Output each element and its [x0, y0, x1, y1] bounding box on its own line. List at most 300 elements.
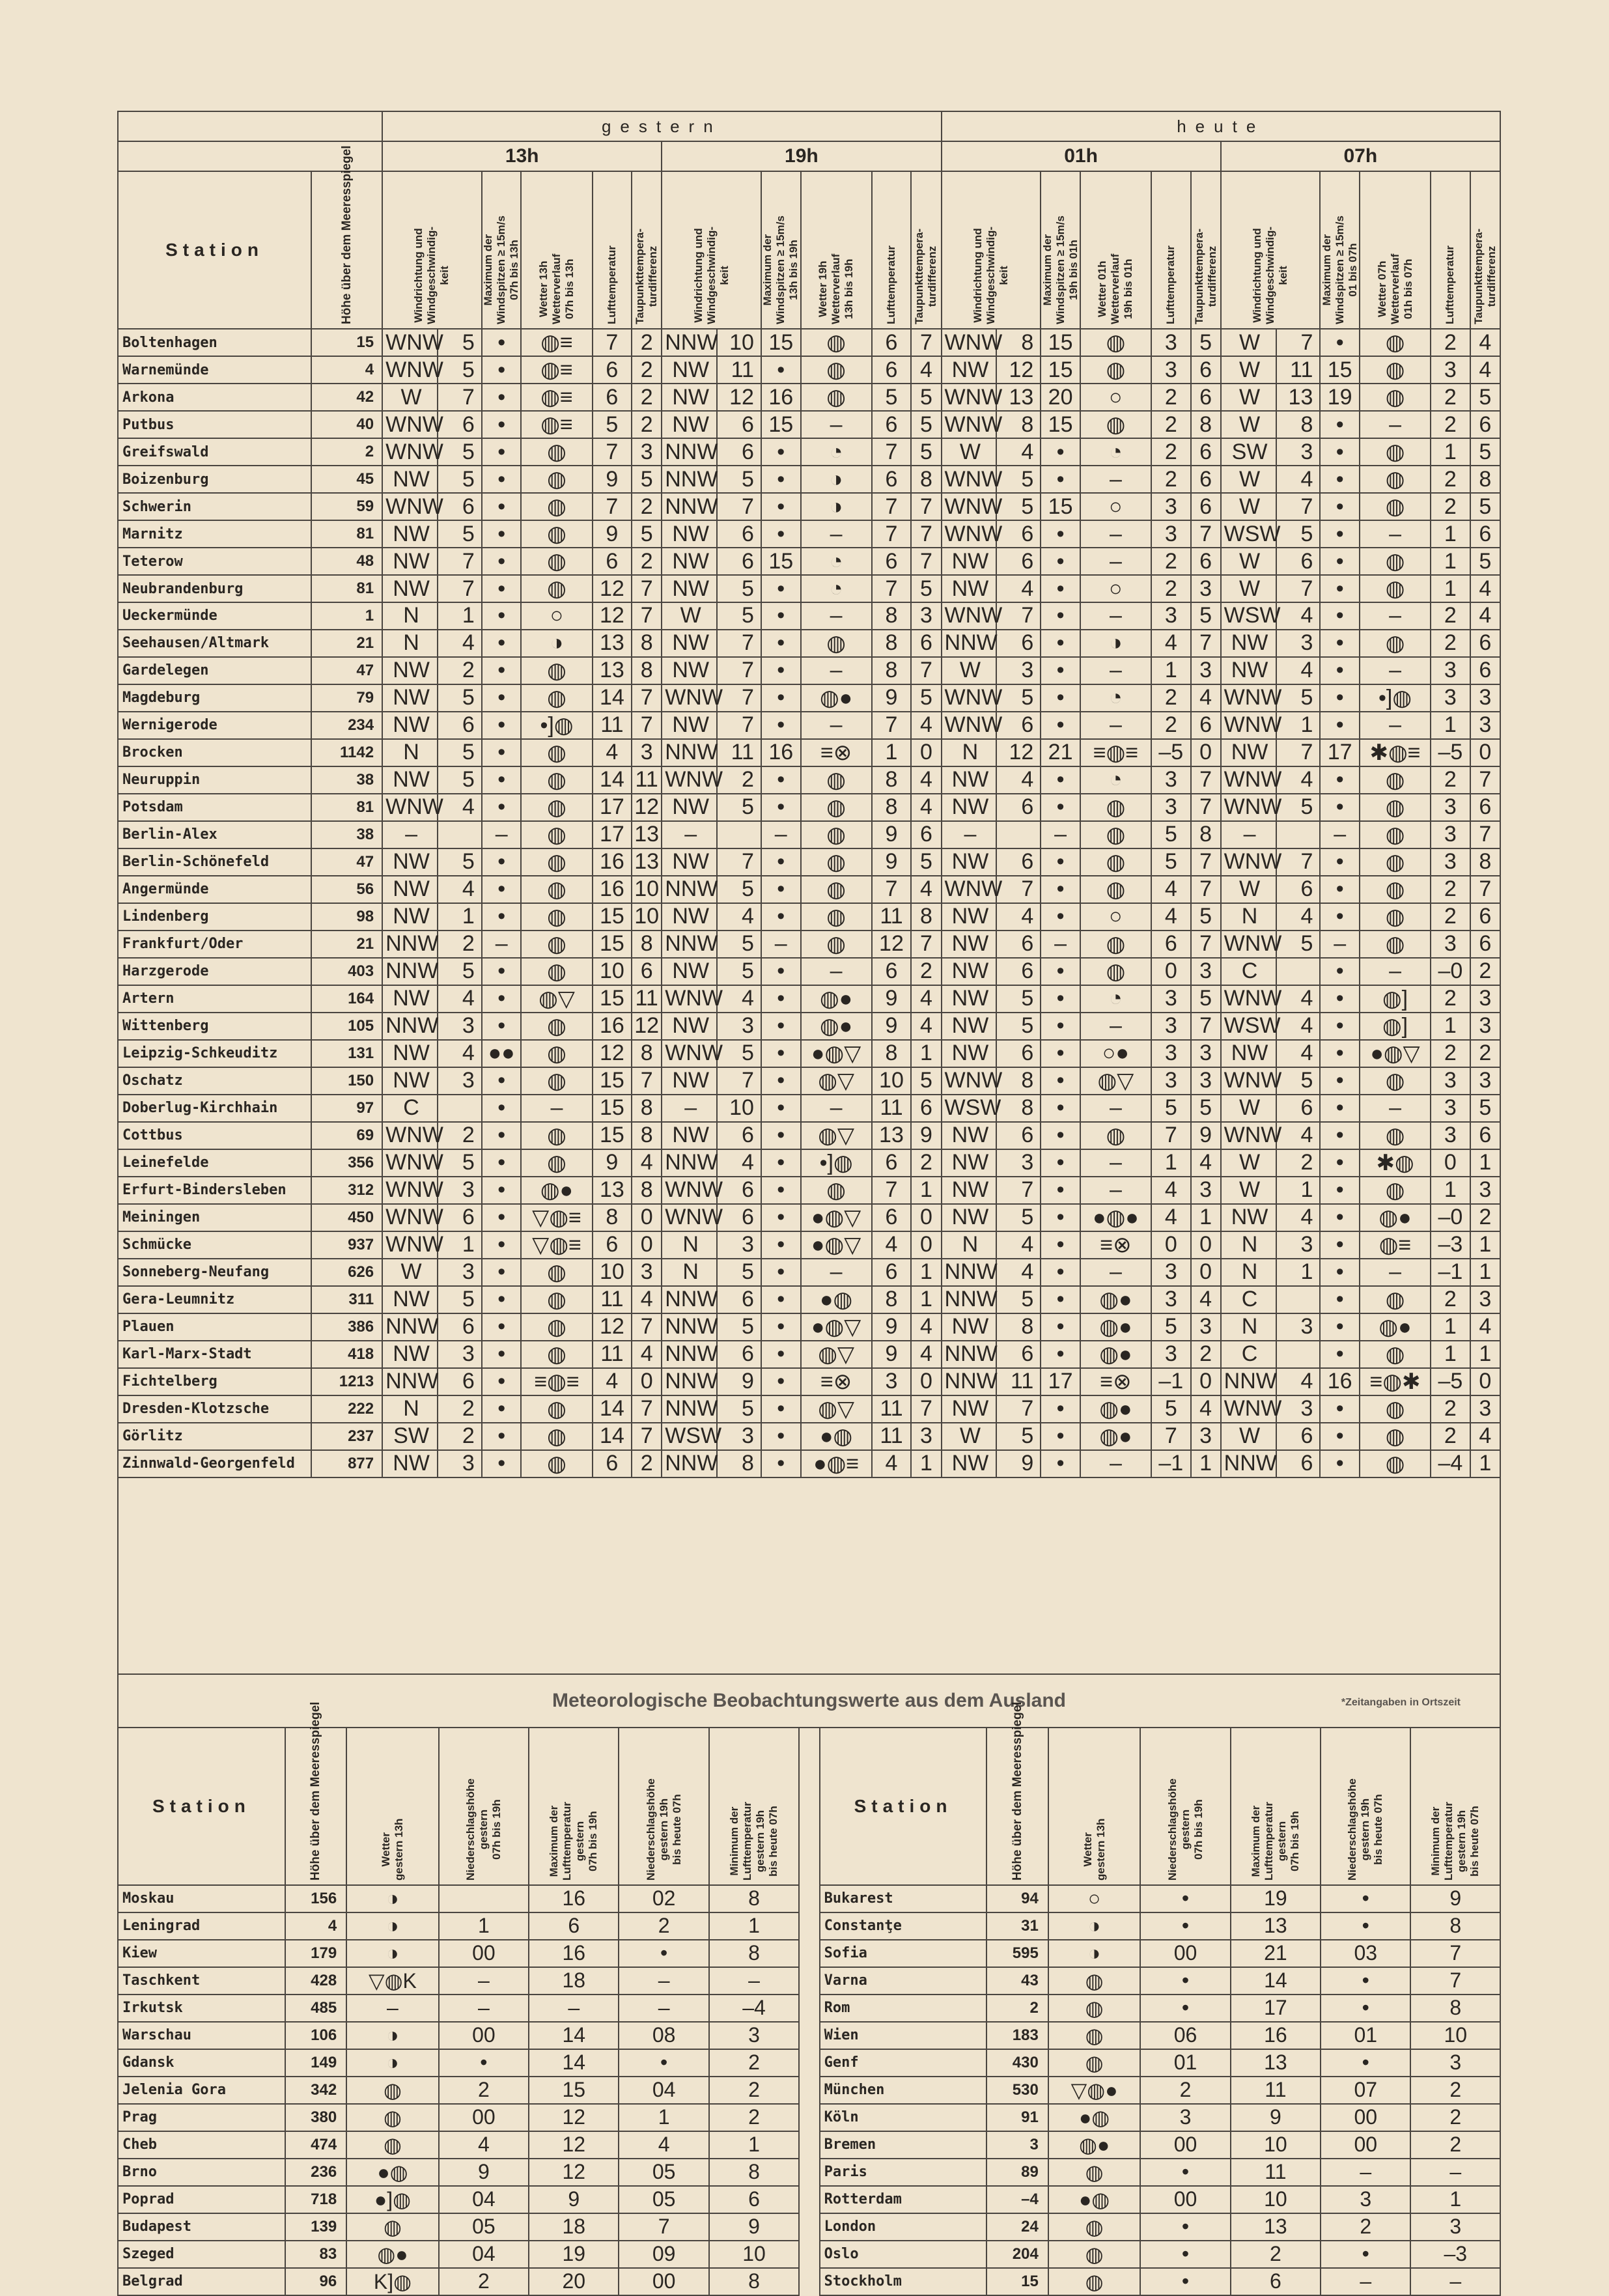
dewpoint-difference: 3 — [911, 602, 941, 630]
dewpoint-difference: 7 — [632, 1423, 662, 1450]
precip-day: 3 — [1140, 2104, 1230, 2131]
precip-day: • — [1140, 1995, 1230, 2022]
dewpoint-difference: 5 — [911, 438, 941, 466]
air-temperature: 9 — [593, 1149, 632, 1177]
dewpoint-difference: 5 — [911, 575, 941, 602]
dewpoint-difference: 3 — [1470, 1067, 1500, 1095]
dewpoint-difference: 4 — [911, 794, 941, 821]
wind-speed: 3 — [438, 1067, 482, 1095]
air-temperature: 16 — [593, 1013, 632, 1040]
column-gap — [799, 1912, 819, 1940]
air-temperature: –0 — [1431, 1204, 1470, 1231]
wind-speed: 7 — [1276, 848, 1321, 876]
station-header: Station — [118, 171, 311, 329]
dewpoint-difference: 3 — [1191, 1423, 1221, 1450]
max-gust: 15 — [1320, 356, 1360, 384]
station-name: Gardelegen — [118, 657, 311, 684]
wind-speed: 8 — [996, 411, 1041, 438]
precip-night: 07 — [1321, 2077, 1410, 2104]
weather-header-19-label: Wetter 19h Wetterverlauf 13h bis 19h — [817, 253, 856, 324]
foreign-min-temp-header-label: Minimum der Lufttemperatur gestern 19h bis heute 07h — [728, 1801, 780, 1881]
foreign-station-name: Sofia — [820, 1940, 987, 1967]
wind-direction: C — [1221, 1341, 1276, 1368]
max-gust: • — [482, 384, 522, 411]
station-row — [118, 1423, 1500, 1450]
max-gust: • — [482, 1095, 522, 1122]
air-temperature: 2 — [1151, 466, 1191, 493]
foreign-station-name: Stockholm — [820, 2268, 987, 2295]
wind-speed: 4 — [996, 766, 1041, 794]
min-temperature: 2 — [1410, 2104, 1500, 2131]
wind-speed — [1276, 1341, 1321, 1368]
column-gap — [799, 1995, 819, 2022]
gust-header-13-label: Maximum der Windspitzen ≥ 15m/s 07h bis 13h — [482, 216, 521, 324]
wind-speed: 5 — [717, 876, 761, 903]
dewpoint-difference: 3 — [1191, 1313, 1221, 1341]
foreign-altitude: 31 — [986, 1912, 1048, 1940]
dewpoint-difference: 7 — [1470, 766, 1500, 794]
weather-symbol: ≡⊗ — [1080, 1368, 1151, 1395]
max-gust: 16 — [761, 739, 801, 766]
dewpoint-difference: 4 — [1191, 1286, 1221, 1313]
station-row — [118, 985, 1500, 1013]
max-gust: • — [1320, 1231, 1360, 1259]
weather-symbol: ◍ — [1360, 821, 1431, 848]
foreign-weather-header — [1048, 1728, 1141, 1885]
air-temperature: –0 — [1431, 958, 1470, 985]
air-temperature: 9 — [872, 848, 912, 876]
foreign-max-temp-header — [529, 1728, 619, 1885]
max-gust: • — [1041, 575, 1080, 602]
air-temperature: 6 — [593, 1231, 632, 1259]
station-name: Leinefelde — [118, 1149, 311, 1177]
dewpoint-difference: 5 — [1191, 1095, 1221, 1122]
station-altitude: 69 — [311, 1122, 382, 1149]
weather-header-07 — [1360, 171, 1431, 329]
dewpoint-difference: 7 — [1191, 1013, 1221, 1040]
foreign-altitude: 236 — [285, 2159, 346, 2186]
wind-speed: 7 — [1276, 493, 1321, 520]
max-temperature: 17 — [1231, 1995, 1321, 2022]
dewpoint-difference: 7 — [632, 602, 662, 630]
air-temperature: 5 — [593, 411, 632, 438]
max-gust: • — [761, 438, 801, 466]
max-gust: • — [1320, 1149, 1360, 1177]
dewpoint-difference: 6 — [1191, 384, 1221, 411]
max-gust: • — [761, 1067, 801, 1095]
wind-direction: WNW — [382, 356, 438, 384]
station-altitude: 47 — [311, 657, 382, 684]
wind-direction: NNW — [662, 1368, 717, 1395]
max-gust: – — [1041, 931, 1080, 958]
wind-speed: 6 — [438, 1313, 482, 1341]
station-name: Doberlug-Kirchhain — [118, 1095, 311, 1122]
air-temperature: 1 — [1431, 520, 1470, 548]
air-temperature: 6 — [593, 384, 632, 411]
max-gust: • — [482, 1204, 522, 1231]
foreign-weather-header-label: Wetter gestern 13h — [1081, 1818, 1107, 1881]
wind-direction: W — [1221, 575, 1276, 602]
foreign-weather: ◍ — [346, 2213, 439, 2241]
weather-symbol: ◍ — [521, 1122, 592, 1149]
wind-direction: NNW — [942, 1341, 997, 1368]
max-gust: • — [482, 1423, 522, 1450]
weather-symbol: ◍ — [521, 848, 592, 876]
max-gust: • — [1320, 1395, 1360, 1423]
wind-speed: 4 — [438, 1040, 482, 1067]
weather-symbol: ◍ — [521, 739, 592, 766]
station-name: Seehausen/Altmark — [118, 630, 311, 657]
max-gust: – — [1320, 821, 1360, 848]
air-temperature: 13 — [593, 1177, 632, 1204]
dewpoint-difference: 0 — [911, 1204, 941, 1231]
air-temperature: 8 — [872, 766, 912, 794]
wind-direction: NW — [662, 848, 717, 876]
foreign-min-temp-header-label: Minimum der Lufttemperatur gestern 19h bis heute 07h — [1429, 1801, 1481, 1881]
air-temperature: 17 — [593, 821, 632, 848]
station-altitude: 38 — [311, 821, 382, 848]
station-altitude: 626 — [311, 1259, 382, 1286]
weather-symbol: ◍ — [801, 848, 872, 876]
weather-symbol: ◔ — [801, 575, 872, 602]
wind-speed: 6 — [996, 630, 1041, 657]
wind-direction: NNW — [662, 1341, 717, 1368]
station-name: Schmücke — [118, 1231, 311, 1259]
dewpoint-difference: 3 — [1470, 985, 1500, 1013]
weather-symbol: ◍ — [1360, 848, 1431, 876]
dewpoint-difference: 3 — [1470, 684, 1500, 712]
max-gust: • — [761, 1013, 801, 1040]
max-temperature: 13 — [1231, 2213, 1321, 2241]
station-altitude: 356 — [311, 1149, 382, 1177]
min-temperature: 9 — [1410, 1885, 1500, 1912]
dewpoint-difference: 7 — [1191, 766, 1221, 794]
precip-night: 03 — [1321, 1940, 1410, 1967]
dewpoint-difference: 1 — [1470, 1450, 1500, 1477]
precip-night: • — [1321, 1912, 1410, 1940]
max-temperature: 18 — [529, 2213, 619, 2241]
wind-speed: 5 — [717, 931, 761, 958]
air-temperature: –5 — [1151, 739, 1191, 766]
timezone-note: *Zeitangaben in Ortszeit — [1341, 1696, 1461, 1708]
wind-speed — [438, 1095, 482, 1122]
weather-header-01 — [1080, 171, 1151, 329]
station-name: Brocken — [118, 739, 311, 766]
wind-direction: WNW — [1221, 848, 1276, 876]
weather-symbol: •]◍ — [1360, 684, 1431, 712]
station-row — [118, 1067, 1500, 1095]
wind-speed: 5 — [996, 684, 1041, 712]
wind-speed: 3 — [438, 1259, 482, 1286]
air-temperature: 2 — [1431, 329, 1470, 356]
wind-direction: WNW — [382, 1122, 438, 1149]
air-temperature: 0 — [1151, 1231, 1191, 1259]
wind-speed: 6 — [996, 712, 1041, 739]
air-temperature: 5 — [1151, 1395, 1191, 1423]
dewpoint-difference: 5 — [1191, 329, 1221, 356]
station-row — [118, 684, 1500, 712]
wind-speed: 11 — [1276, 356, 1321, 384]
wind-direction: NW — [942, 903, 997, 931]
foreign-station-name: Gdansk — [118, 2049, 285, 2077]
wind-speed: 13 — [1276, 384, 1321, 411]
wind-speed: 11 — [996, 1368, 1041, 1395]
wind-speed: 5 — [717, 602, 761, 630]
max-gust: 15 — [761, 548, 801, 575]
min-temperature: 10 — [1410, 2022, 1500, 2049]
station-name: Magdeburg — [118, 684, 311, 712]
wind-direction: NW — [942, 1177, 997, 1204]
column-gap — [799, 1728, 819, 1885]
air-temperature: 14 — [593, 1395, 632, 1423]
precip-day: 1 — [439, 1912, 529, 1940]
wind-speed: 3 — [1276, 1395, 1321, 1423]
weather-symbol: ◍ — [521, 493, 592, 520]
foreign-title-text: Meteorologische Beobachtungswerte aus dem Ausland — [552, 1689, 1067, 1711]
max-temperature: 20 — [529, 2268, 619, 2295]
foreign-table — [117, 1673, 1501, 2296]
wind-direction: WNW — [382, 438, 438, 466]
foreign-altitude-header — [285, 1701, 346, 1885]
weather-symbol: ◍ — [1080, 1122, 1151, 1149]
max-gust: • — [1041, 958, 1080, 985]
max-gust: • — [1320, 329, 1360, 356]
dewpoint-difference: 10 — [632, 876, 662, 903]
max-gust: • — [1320, 575, 1360, 602]
wind-direction: NW — [662, 712, 717, 739]
air-temperature: 8 — [872, 1040, 912, 1067]
precip-night: 04 — [619, 2077, 708, 2104]
station-row — [118, 384, 1500, 411]
weather-symbol: ●◍▽ — [801, 1231, 872, 1259]
precip-day: 00 — [439, 2022, 529, 2049]
foreign-station-name: Jelenia Gora — [118, 2077, 285, 2104]
foreign-altitude: 2 — [986, 1995, 1048, 2022]
max-gust: • — [1041, 1040, 1080, 1067]
foreign-station-name: Irkutsk — [118, 1995, 285, 2022]
weather-symbol: ◍ — [1360, 356, 1431, 384]
air-temperature: 3 — [1431, 848, 1470, 876]
wind-speed: 5 — [717, 1395, 761, 1423]
dewpoint-difference: 7 — [632, 1067, 662, 1095]
min-temperature: 8 — [709, 2159, 799, 2186]
max-temperature: 13 — [1231, 1912, 1321, 1940]
dewpoint-difference: 6 — [1470, 411, 1500, 438]
station-altitude: 105 — [311, 1013, 382, 1040]
dewpoint-difference: 4 — [1470, 356, 1500, 384]
weather-symbol: ◍● — [521, 1177, 592, 1204]
wind-speed: 5 — [438, 466, 482, 493]
foreign-station-name: Genf — [820, 2049, 987, 2077]
air-temperature: 7 — [872, 1177, 912, 1204]
max-gust: • — [1320, 684, 1360, 712]
station-name: Berlin-Schönefeld — [118, 848, 311, 876]
foreign-station-name: Taschkent — [118, 1967, 285, 1995]
air-temperature: 1 — [1151, 1149, 1191, 1177]
air-temperature: 3 — [1431, 356, 1470, 384]
wind-direction: WNW — [662, 1204, 717, 1231]
station-altitude: 4 — [311, 356, 382, 384]
max-gust: • — [1041, 876, 1080, 903]
wind-speed: 3 — [1276, 438, 1321, 466]
foreign-row — [118, 2159, 1500, 2186]
weather-symbol: – — [801, 958, 872, 985]
precip-night: 7 — [619, 2213, 708, 2241]
weather-symbol: ◍ — [521, 575, 592, 602]
station-name: Fichtelberg — [118, 1368, 311, 1395]
foreign-row — [118, 2186, 1500, 2213]
air-temperature: 2 — [1431, 1423, 1470, 1450]
max-gust: • — [482, 493, 522, 520]
wind-direction: – — [662, 1095, 717, 1122]
max-gust: • — [1320, 602, 1360, 630]
max-gust: • — [1320, 438, 1360, 466]
foreign-station-name: Budapest — [118, 2213, 285, 2241]
max-temperature: 6 — [529, 1912, 619, 1940]
air-temperature: 7 — [872, 493, 912, 520]
dewpoint-difference: 4 — [911, 985, 941, 1013]
weather-symbol: ●◍ — [801, 1423, 872, 1450]
air-temperature: 15 — [593, 985, 632, 1013]
wind-speed: 4 — [1276, 466, 1321, 493]
weather-symbol: ◑ — [1080, 630, 1151, 657]
wind-speed: 6 — [717, 1286, 761, 1313]
wind-direction: W — [1221, 1177, 1276, 1204]
foreign-station-name: Kiew — [118, 1940, 285, 1967]
foreign-weather: ◍ — [1048, 2213, 1141, 2241]
wind-speed: 6 — [1276, 876, 1321, 903]
foreign-station-name: Moskau — [118, 1885, 285, 1912]
max-gust: • — [1041, 848, 1080, 876]
dewpoint-difference: 2 — [632, 548, 662, 575]
air-temperature: 6 — [872, 548, 912, 575]
wind-direction: N — [942, 739, 997, 766]
dewpoint-difference: 7 — [632, 1313, 662, 1341]
wind-speed: 5 — [996, 1204, 1041, 1231]
wind-direction: NW — [1221, 630, 1276, 657]
temp-header-13 — [593, 171, 632, 329]
wind-speed — [1276, 958, 1321, 985]
station-name: Artern — [118, 985, 311, 1013]
max-gust: • — [761, 466, 801, 493]
weather-symbol: ◍ — [1080, 821, 1151, 848]
weather-symbol: – — [1360, 411, 1431, 438]
air-temperature: 6 — [593, 548, 632, 575]
weather-symbol: ◍● — [1080, 1395, 1151, 1423]
wind-speed: 4 — [1276, 1204, 1321, 1231]
dewpoint-difference: 7 — [911, 493, 941, 520]
station-row — [118, 630, 1500, 657]
weather-symbol: – — [801, 712, 872, 739]
wind-direction: NW — [382, 684, 438, 712]
foreign-altitude-header-label: Höhe über dem Meeresspiegel — [1010, 1701, 1024, 1881]
max-temperature: 16 — [529, 1940, 619, 1967]
weather-symbol: ●◍ — [801, 1286, 872, 1313]
column-gap — [799, 2213, 819, 2241]
wind-direction: – — [662, 821, 717, 848]
max-gust: • — [1320, 1286, 1360, 1313]
wind-direction: W — [1221, 466, 1276, 493]
wind-speed: 3 — [1276, 630, 1321, 657]
precip-night: 00 — [1321, 2104, 1410, 2131]
foreign-altitude: 96 — [285, 2268, 346, 2295]
foreign-weather: ◑ — [346, 1885, 439, 1912]
air-temperature: 9 — [872, 1313, 912, 1341]
wind-speed: 2 — [1276, 1149, 1321, 1177]
air-temperature: 1 — [1431, 575, 1470, 602]
precip-night: 09 — [619, 2241, 708, 2268]
min-temperature: 3 — [1410, 2049, 1500, 2077]
precip-day: • — [1140, 2241, 1230, 2268]
max-gust: ●● — [482, 1040, 522, 1067]
wind-direction: W — [1221, 1095, 1276, 1122]
station-name: Putbus — [118, 411, 311, 438]
max-gust: • — [761, 1368, 801, 1395]
air-temperature: 5 — [872, 384, 912, 411]
max-gust: • — [482, 548, 522, 575]
dewpoint-difference: 0 — [911, 1368, 941, 1395]
weather-symbol: ◍ — [1080, 794, 1151, 821]
foreign-weather: ◍ — [1048, 2241, 1141, 2268]
air-temperature: 6 — [872, 329, 912, 356]
wind-speed: 6 — [996, 848, 1041, 876]
wind-direction: NNW — [382, 1313, 438, 1341]
wind-speed: 7 — [717, 848, 761, 876]
wind-direction: NW — [382, 876, 438, 903]
wind-direction: NW — [1221, 739, 1276, 766]
weather-symbol: ◍ — [521, 657, 592, 684]
dewpoint-difference: 7 — [1191, 931, 1221, 958]
station-name: Görlitz — [118, 1423, 311, 1450]
wind-speed: 7 — [717, 630, 761, 657]
wind-speed: 7 — [1276, 329, 1321, 356]
weather-symbol: ◍● — [1080, 1423, 1151, 1450]
weather-symbol: •]◍ — [801, 1149, 872, 1177]
wind-header-13 — [382, 171, 482, 329]
wind-speed: 3 — [1276, 1231, 1321, 1259]
precip-night: – — [619, 1967, 708, 1995]
min-temperature: 8 — [709, 2268, 799, 2295]
air-temperature: 8 — [872, 630, 912, 657]
max-gust: • — [482, 1450, 522, 1477]
wind-direction: NNW — [942, 1286, 997, 1313]
dewpoint-difference: 2 — [632, 329, 662, 356]
precip-day: 00 — [439, 1940, 529, 1967]
wind-speed: 6 — [717, 1177, 761, 1204]
dewpoint-difference: 5 — [632, 466, 662, 493]
air-temperature: 2 — [1431, 766, 1470, 794]
weather-symbol: ◍ — [521, 1286, 592, 1313]
station-row — [118, 958, 1500, 985]
dewpoint-header-13 — [632, 171, 662, 329]
wind-direction: NW — [382, 1040, 438, 1067]
foreign-precip-night-header — [1321, 1728, 1410, 1885]
wind-speed: 6 — [996, 794, 1041, 821]
min-temperature: 8 — [1410, 1912, 1500, 1940]
wind-direction: NW — [662, 903, 717, 931]
max-temperature: 12 — [529, 2104, 619, 2131]
dewpoint-difference: 5 — [632, 520, 662, 548]
air-temperature: 4 — [593, 1368, 632, 1395]
station-row — [118, 739, 1500, 766]
air-temperature: 4 — [1151, 903, 1191, 931]
max-gust: • — [482, 602, 522, 630]
max-gust: • — [1041, 903, 1080, 931]
wind-direction: NW — [942, 1040, 997, 1067]
wind-speed: 5 — [1276, 520, 1321, 548]
column-gap — [799, 2159, 819, 2186]
dewpoint-difference: 1 — [1191, 1204, 1221, 1231]
